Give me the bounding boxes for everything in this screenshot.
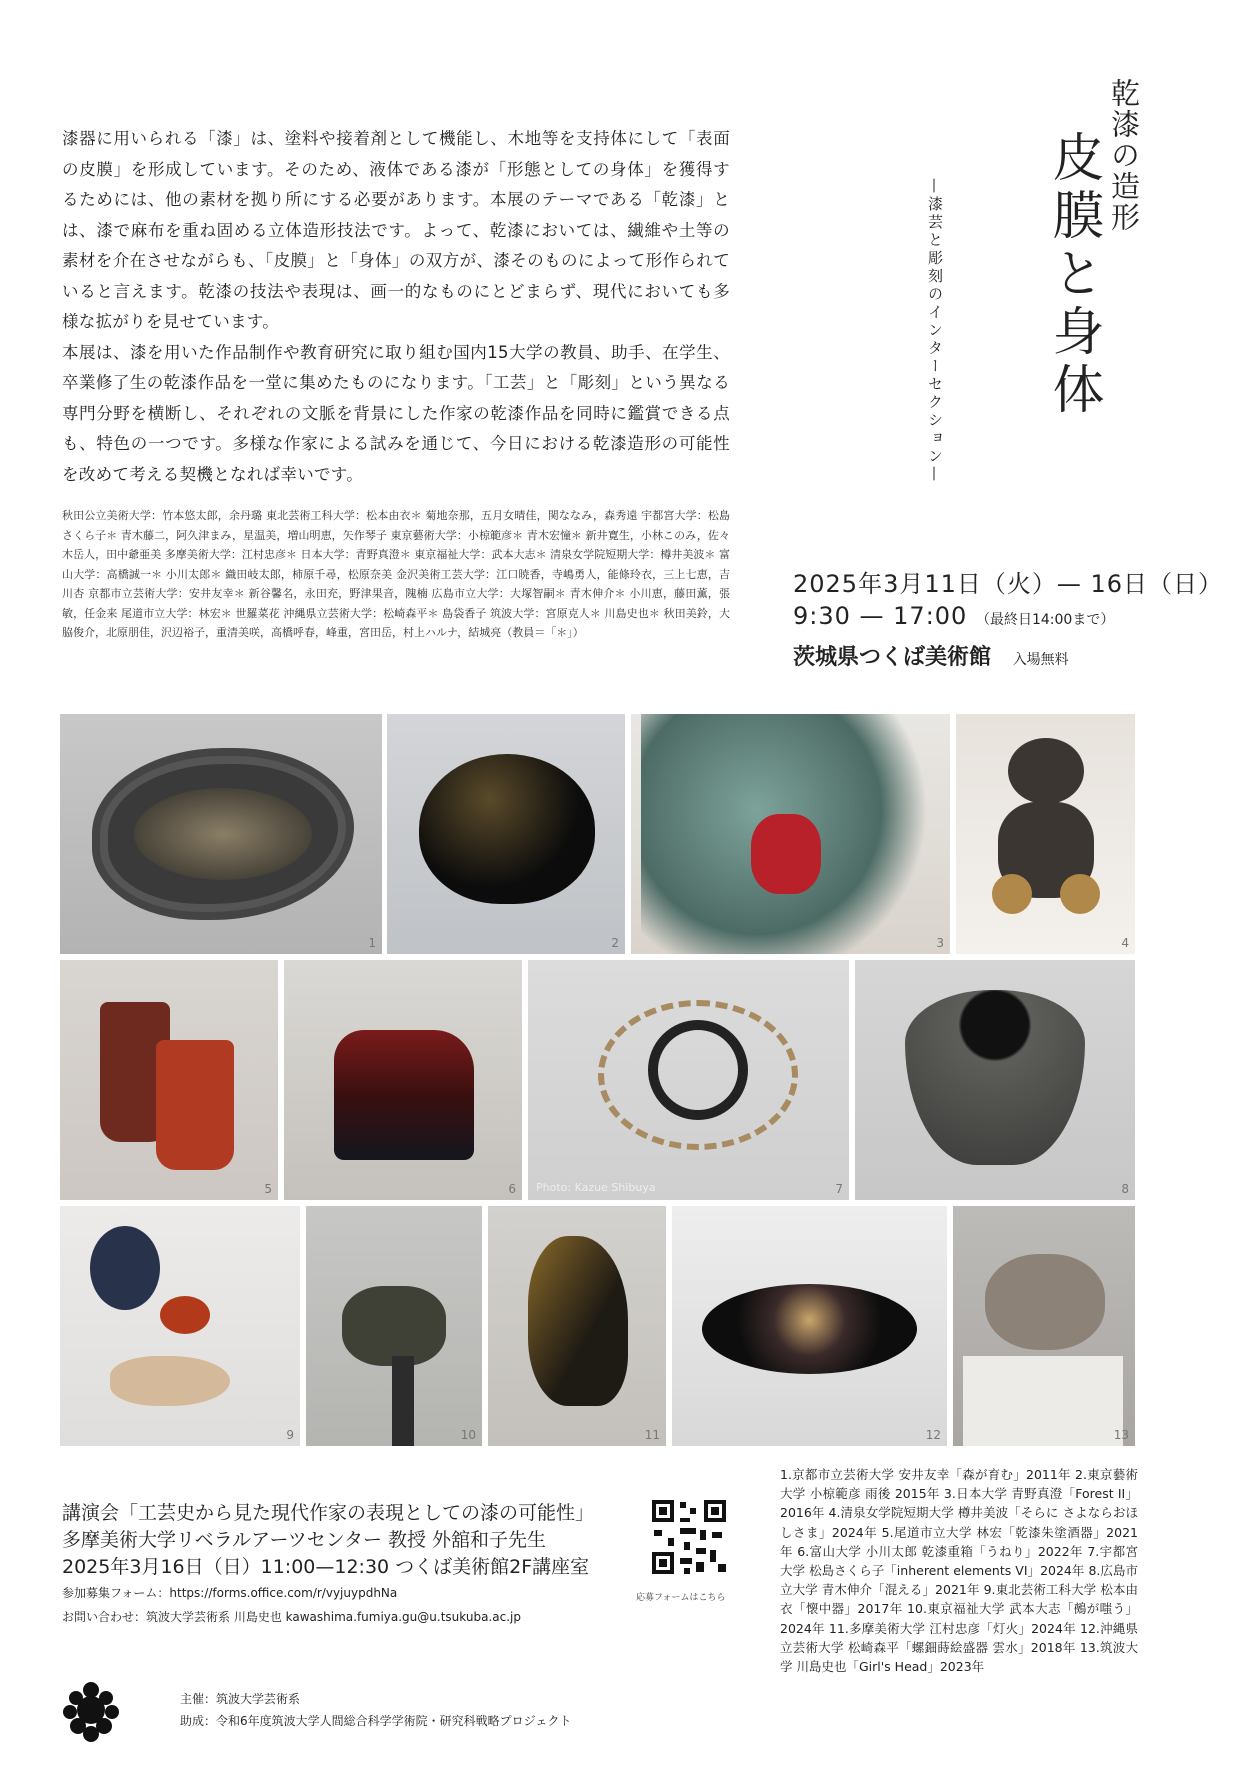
object-gourd (110, 1356, 230, 1406)
intro-paragraph: 本展は、漆を用いた作品制作や教育研究に取り組む国内15大学の教員、助手、在学生、卒業修了生の乾漆作品を一堂に集めたものになります。「工芸」と「彫刻」という異なる専門分野を横断し、それぞれの文脈を背景にした作家の乾漆作品を同時に鑑賞できる点も、特色の一つです。多様な作家による試みを通じて、今日における乾漆造形の可能性を改めて考える契機となれば幸いです。 (62, 342, 730, 484)
event-time-note: （最終日14:00まで） (975, 612, 1115, 628)
photo-number: 1 (368, 936, 376, 950)
host-info (180, 1688, 571, 1732)
artist-list: 秋田公立美術大学：竹本悠太郎，余丹璐 東北芸術工科大学：松本由衣＊ 菊地奈那，五月女晴佳，関ななみ，森秀遠 宇都宮大学：松島さくら子＊ 青木藤二，阿久津まみ，星温美，増山明恵，矢作琴子 東京藝術大学：小椋範彦＊ 青木宏憧＊ 新井寛生，小林このみ，佐々木岳人，田中爺亜美 多摩美術大学：江村忠彦＊ 日本大学：青野真澄＊ 東京福祉大学：武本大志＊ 清泉女学院短期大学：樽井美波＊ 富山大学：高橋誠一＊ 小川太郎＊ 織田岐太郎，柿原千尋，松原奈美 金沢美術工芸大学：江口暁香，寺嶋勇人，能條玲衣，三上七恵，吉川杏 京都市立芸術大学：安井友幸＊ 新谷馨名，永田充，野津果音，隗楠 広島市立大学：大塚智嗣＊ 青木伸介＊ 小川恵，藤田薫，張敏，任金来 尾道市立大学：林宏＊ 世羅菜花 沖縄県立芸術大学：松崎森平＊ 島袋香子 筑波大学：宮原克人＊ 川島史也＊ 秋田美鈴，大脇俊介，北原朋佳，沢辺裕子，重清美咲，高橋呼春，峰重，宮田岳，村上ハルナ，結城亮（教員＝「＊」） (62, 509, 730, 639)
lecture-datetime: 2025年3月16日（日）11:00—12:30 つくば美術館2F講座室 (62, 1556, 590, 1578)
intro-text (62, 124, 730, 490)
object-red (160, 1296, 210, 1334)
photo-number: 3 (936, 936, 944, 950)
exhibition-title-prefix: 乾漆の造形 (1107, 78, 1141, 233)
lacquer-bowl (905, 990, 1085, 1165)
bear-foot (1060, 874, 1100, 914)
artwork-photo-3 (631, 714, 950, 954)
ribbon-sculpture (598, 1000, 798, 1150)
photo-number: 10 (460, 1428, 476, 1442)
support: 助成：令和6年度筑波大学人間総合科学学術院・研究科戦略プロジェクト (180, 1714, 572, 1728)
artwork-photo-9 (60, 1206, 300, 1446)
artwork-photo-2 (387, 714, 625, 954)
venue-name: 茨城県つくば美術館 (793, 645, 992, 670)
lecture-contact: お問い合わせ：筑波大学芸術系 川島史也 kawashima.fumiya.gu@u.tsukuba.ac.jp (62, 1610, 521, 1624)
object-blue (90, 1226, 160, 1310)
photo-number: 7 (835, 1182, 843, 1196)
artwork-photo-6 (284, 960, 522, 1200)
intro-paragraph: 漆器に用いられる「漆」は、塗料や接着剤として機能し、木地等を支持体にして「表面の皮膜」を形成しています。そのため、液体である漆が「形態としての身体」を獲得するためには、他の素材を拠り所にする必要があります。本展のテーマである「乾漆」とは、漆で麻布を重ね固める立体造形技法です。よって、乾漆においては、繊維や土等の素材を介在させながらも、「皮膜」と「身体」の双方が、漆そのものによって形作られていると言えます。乾漆の技法や表現は、画一的なものにとどまらず、現代においても多様な拡がりを見せています。 (62, 129, 730, 331)
photo-number: 13 (1113, 1428, 1129, 1442)
bear-head (1008, 738, 1084, 804)
event-date: 2025年3月11日（火）— 16日（日） (793, 570, 1224, 598)
photo-number: 8 (1121, 1182, 1129, 1196)
sake-vessel (156, 1040, 234, 1170)
artwork-photo-12 (672, 1206, 947, 1446)
lacquer-box (334, 1030, 474, 1160)
flame-sculpture (528, 1236, 628, 1406)
photo-credit: Photo: Kazue Shibuya (536, 1181, 656, 1194)
admission-note: 入場無料 (1012, 652, 1069, 668)
photo-number: 9 (286, 1428, 294, 1442)
artwork-photo-10 (306, 1206, 482, 1446)
photo-number: 2 (611, 936, 619, 950)
event-time (793, 602, 1114, 630)
lecture-title: 講演会「工芸史から見た現代作家の表現としての漆の可能性」 (62, 1502, 595, 1524)
sculpture-stand (392, 1356, 414, 1446)
plinth (963, 1356, 1123, 1446)
photo-number: 11 (644, 1428, 660, 1442)
artwork-captions: 1.京都市立芸術大学 安井友幸「森が育む」2011年 2.東京藝術大学 小椋範彦 雨後 2015年 3.日本大学 青野真澄「Forest II」2016年 4.清泉女学院短期大学 樽井美波「そらに さよならおほしさま」2024年 5.尾道市立大学 林宏「乾漆朱塗酒器」2021年 6.富山大学 小川太郎 乾漆重箱「うねり」2022年 7.宇都宮大学 松島さくら子「inherent elements VI」2024年 8.広島市立大学 青木伸介「混える」2021年 9.東北芸術工科大学 松本由衣「懐中器」2017年 10.東京福祉大学 武本大志「鵺が嗤う」2024年 11.多摩美術大学 江村忠彦「灯火」2024年 12.沖縄県立芸術大学 松崎森平「螺鈿蒔絵盛器 雲水」2018年 13.筑波大学 川島史也「Girl's Head」2023年 (780, 1467, 1138, 1675)
lecture-info (62, 1500, 594, 1629)
university-logo-icon (58, 1678, 124, 1744)
artwork-photo-13 (953, 1206, 1135, 1446)
photo-number: 4 (1121, 936, 1129, 950)
creature-sculpture (342, 1286, 446, 1366)
artwork-photo-4 (956, 714, 1135, 954)
qr-code-icon[interactable] (650, 1498, 728, 1576)
artwork-photo-1 (60, 714, 382, 954)
bear-foot (992, 874, 1032, 914)
lecture-form-link[interactable]: 参加募集フォーム：https://forms.office.com/r/vyjuypdhNa (62, 1586, 398, 1600)
event-hours: 9:30 — 17:00 (793, 602, 968, 630)
photo-number: 5 (264, 1182, 272, 1196)
red-figure (751, 814, 821, 894)
photo-number: 6 (508, 1182, 516, 1196)
artwork-photo-11 (488, 1206, 666, 1446)
artwork-photo-7 (528, 960, 849, 1200)
head-sculpture (985, 1254, 1105, 1350)
event-venue (793, 640, 1069, 671)
exhibition-title: 皮膜と身体 (1043, 130, 1103, 420)
qr-label: 応募フォームはこちら (636, 1593, 726, 1603)
lacquer-platter (702, 1284, 917, 1374)
exhibition-subtitle: —漆芸と彫刻のインターセクション— (926, 178, 944, 484)
artwork-photo-8 (855, 960, 1135, 1200)
artwork-photo-5 (60, 960, 278, 1200)
tray-inlay (134, 788, 312, 880)
lacquer-dome (419, 754, 595, 904)
photo-number: 12 (925, 1428, 941, 1442)
organizer: 主催：筑波大学芸術系 (180, 1692, 301, 1706)
lecture-speaker: 多摩美術大学リベラルアーツセンター 教授 外舘和子先生 (62, 1529, 547, 1551)
